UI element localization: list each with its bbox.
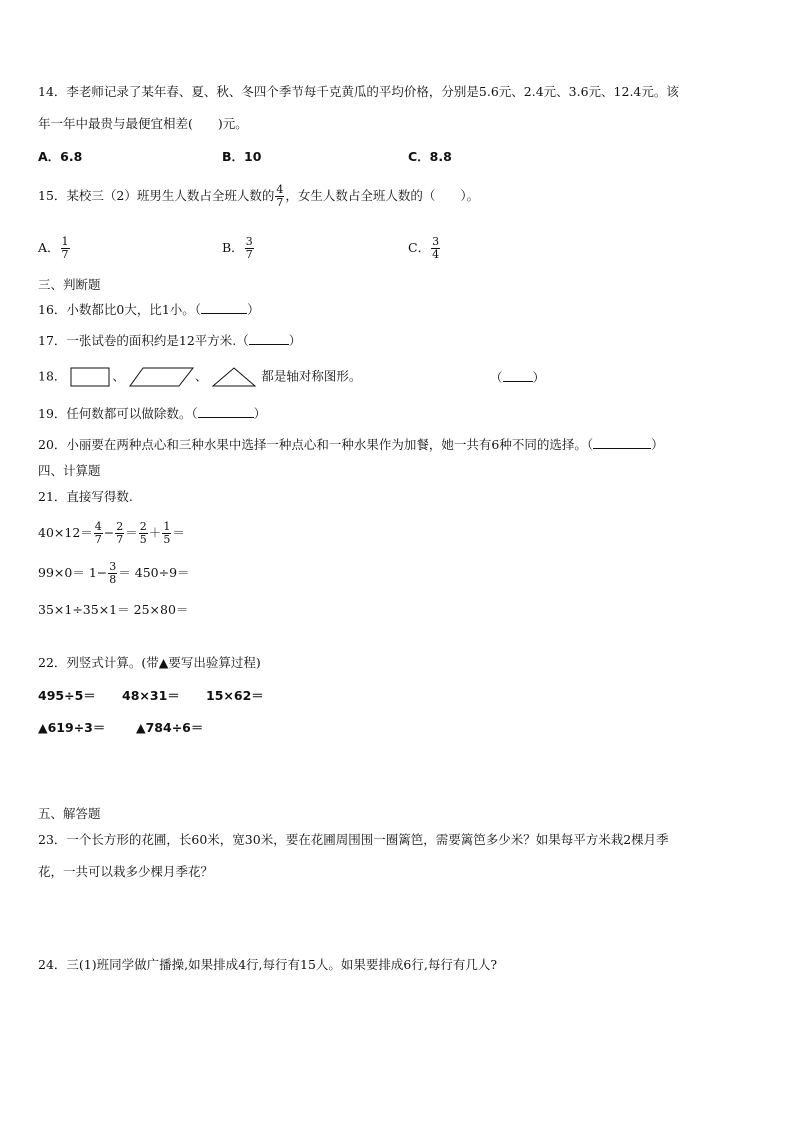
q15-option-a: A． $\frac{1}{7}$ xyxy=(38,235,69,261)
q16-answer-blank[interactable] xyxy=(201,302,247,314)
rectangle-shape-icon xyxy=(70,366,112,388)
q14-option-c: C．8.8 xyxy=(408,149,452,164)
q19: 19．任何数都可以做除数。（ ） xyxy=(38,406,267,421)
q20: 20．小丽要在两种点心和三种水果中选择一种点心和一种水果作为加餐，她一共有6种不同的选择。（ ） xyxy=(38,437,664,452)
q14-line2: 年一年中最贵与最便宜相差( )元。 xyxy=(38,116,248,131)
q15-text-b: ，女生人数占全班人数的（ ）。 xyxy=(285,188,480,203)
q21-title: 21．直接写得数. xyxy=(38,489,133,504)
q23-line1: 23．一个长方形的花圃，长60米，宽30米，要在花圃周围围一圈篱笆，需要篱笆多少米？如果每平方米栽2棵月季 xyxy=(38,832,669,847)
q19-answer-blank[interactable] xyxy=(198,406,254,418)
q15-option-c: C． $\frac{3}{4}$ xyxy=(408,235,440,261)
triangle-shape-icon xyxy=(211,366,257,388)
q17: 17．一张试卷的面积约是12平方米.（ ） xyxy=(38,333,302,348)
section-5-heading: 五、解答题 xyxy=(38,806,101,821)
q18-answer-blank[interactable] xyxy=(503,370,533,382)
q21-row-3: 35×1÷35×1＝ 25×80＝ xyxy=(38,602,189,617)
q15-option-b: B． $\frac{3}{7}$ xyxy=(222,235,253,261)
q17-answer-blank[interactable] xyxy=(249,333,289,345)
q16: 16．小数都比0大，比1小。（ ） xyxy=(38,302,260,317)
q22-title: 22．列竖式计算。(带▲要写出验算过程) xyxy=(38,655,261,670)
q14-option-b: B．10 xyxy=(222,149,262,164)
section-4-heading: 四、计算题 xyxy=(38,463,101,478)
parallelogram-shape-icon xyxy=(129,366,195,388)
q22-item-4: ▲619÷3＝ xyxy=(38,720,106,735)
section-3-heading: 三、判断题 xyxy=(38,277,101,292)
q14-line1: 14．李老师记录了某年春、夏、秋、冬四个季节每千克黄瓜的平均价格，分别是5.6元、2.4元、3.6元、12.4元。该 xyxy=(38,84,679,99)
q18: 18． 、 、 都是轴对称图形。 xyxy=(38,366,361,390)
q14-option-a: A．6.8 xyxy=(38,149,83,164)
q21-row-1: 40×12＝ $\frac{4}{7}$ − $\frac{2}{7}$ ＝ $\frac{2}{5}$ ＋ $\frac{1}{5}$ ＝ xyxy=(38,520,185,546)
q22-item-5: ▲784÷6＝ xyxy=(136,720,204,735)
q18-answer: （ ） xyxy=(490,370,546,385)
q15-text-a: 15．某校三（2）班男生人数占全班人数的 xyxy=(38,188,275,203)
q24: 24．三(1)班同学做广播操,如果排成4行,每行有15人。如果要排成6行,每行有几人? xyxy=(38,957,498,972)
q15-stem xyxy=(38,184,479,209)
q20-answer-blank[interactable] xyxy=(593,437,651,449)
q22-item-3: 15×62＝ xyxy=(206,688,264,703)
q15-fraction: $\frac{4}{7}$ xyxy=(276,183,284,209)
q23-line2: 花，一共可以栽多少棵月季花？ xyxy=(38,864,214,879)
q22-item-1: 495÷5＝ xyxy=(38,688,96,703)
q21-row-2: 99×0＝ 1− $\frac{3}{8}$ ＝ 450÷9＝ xyxy=(38,560,190,586)
q22-item-2: 48×31＝ xyxy=(122,688,180,703)
